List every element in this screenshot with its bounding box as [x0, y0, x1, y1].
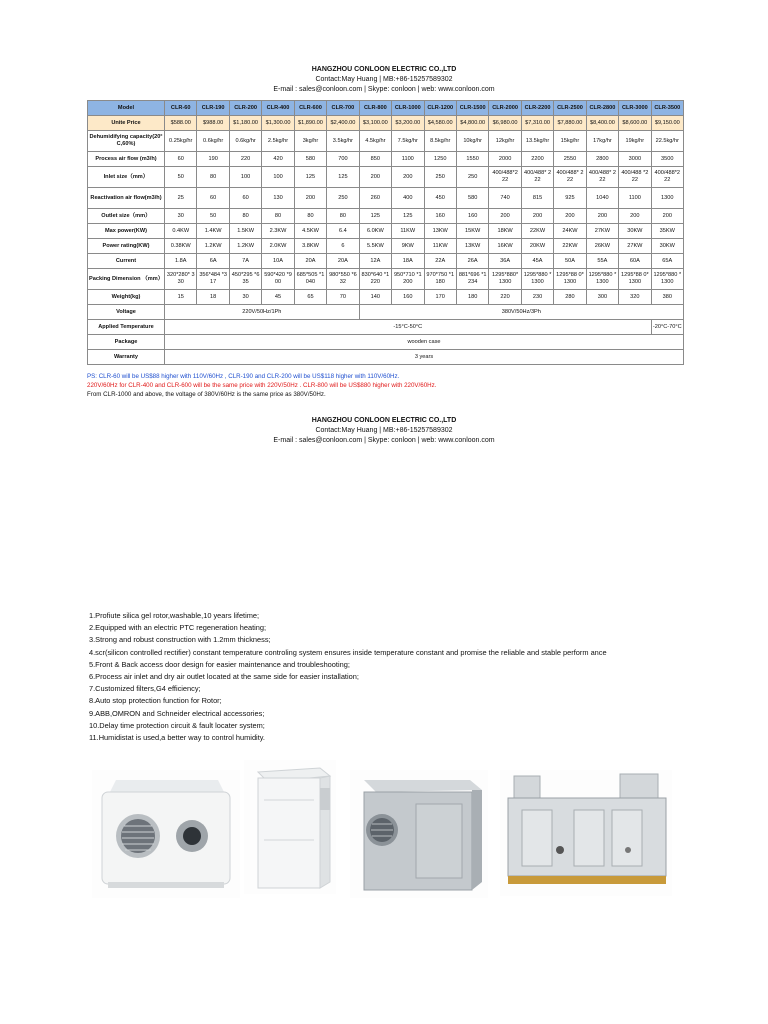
spec-row [88, 116, 684, 131]
spec-cell: 320 [619, 290, 651, 305]
row-label: Current [88, 254, 165, 269]
spec-cell: 580 [456, 188, 488, 209]
spec-cell: 3000 [619, 152, 651, 167]
spec-cell: $9,150.00 [651, 116, 683, 131]
spec-cell: 200 [359, 167, 391, 188]
row-label: Voltage [88, 305, 165, 320]
spec-cell: $7,880.00 [554, 116, 586, 131]
feature-item: 1.Profiute silica gel rotor,washable,10 years lifetime; [89, 611, 260, 620]
spec-cell: $2,400.00 [327, 116, 359, 131]
model-header-cell: CLR-800 [359, 101, 391, 116]
spec-cell: 1.2KW [197, 239, 229, 254]
spec-cell: 4.5KW [294, 224, 326, 239]
spec-cell: 230 [521, 290, 553, 305]
spec-cell: 400/488* 222 [554, 167, 586, 188]
spec-cell: 3kg/hr [294, 131, 326, 152]
spec-cell: 12A [359, 254, 391, 269]
spec-cell: 2550 [554, 152, 586, 167]
spec-cell: 815 [521, 188, 553, 209]
spec-cell: 15 [165, 290, 197, 305]
spec-cell: 45A [521, 254, 553, 269]
note-line-2: 220V/60Hz for CLR-400 and CLR-600 will be the same price with 220V/50Hz . CLR-800 will be US$880 higher with 220V/60Hz. [87, 382, 437, 389]
spec-cell: 2.5kg/hr [262, 131, 294, 152]
spec-cell: 1.8A [165, 254, 197, 269]
spec-cell: 6A [197, 254, 229, 269]
spec-cell: 0.6kg/hr [229, 131, 261, 152]
spec-cell: 1.5KW [229, 224, 261, 239]
spec-cell: 700 [327, 152, 359, 167]
spec-cell: $1,300.00 [262, 116, 294, 131]
spec-row [88, 188, 684, 209]
spec-cell: 450 [424, 188, 456, 209]
spec-cell: $4,580.00 [424, 116, 456, 131]
spec-row [88, 131, 684, 152]
feature-item: 3.Strong and robust construction with 1.2mm thickness; [89, 635, 271, 645]
row-label: Reactivation air flow(m3/h) [88, 188, 165, 209]
spec-cell: 2.3KW [262, 224, 294, 239]
price-notes [87, 372, 684, 399]
spec-cell: 7A [229, 254, 261, 269]
spec-cell: 100 [229, 167, 261, 188]
model-header-cell: CLR-60 [165, 101, 197, 116]
spec-cell: 60 [197, 188, 229, 209]
spec-cell: 26A [456, 254, 488, 269]
model-header-cell: CLR-1000 [392, 101, 424, 116]
document-header-repeat [0, 416, 768, 446]
spec-cell: 356*484 *317 [197, 269, 229, 290]
spec-cell: 1295*880* 1300 [489, 269, 521, 290]
model-header-cell: CLR-1500 [456, 101, 488, 116]
spec-cell: 160 [424, 209, 456, 224]
spec-cell: 0.6kg/hr [197, 131, 229, 152]
feature-item: 5.Front & Back access door design for easier maintenance and troubleshooting; [89, 659, 350, 669]
spec-cell: 12kg/hr [489, 131, 521, 152]
spec-cell: 400/488 *222 [619, 167, 651, 188]
spec-cell: 125 [327, 167, 359, 188]
spec-cell: 60 [165, 152, 197, 167]
spec-cell: 140 [359, 290, 391, 305]
spec-cell: 30 [229, 290, 261, 305]
feature-item: 6.Process air inlet and dry air outlet located at the same side for easier installation; [89, 672, 359, 682]
spec-cell: 1295*880 *1300 [521, 269, 553, 290]
spec-cell: 20KW [521, 239, 553, 254]
spec-cell: 125 [359, 209, 391, 224]
spec-cell: 400/488* 222 [586, 167, 618, 188]
spec-cell: 590*420 *900 [262, 269, 294, 290]
spec-cell: 0.38KW [165, 239, 197, 254]
spec-cell: 200 [554, 209, 586, 224]
spec-cell: 4.5kg/hr [359, 131, 391, 152]
spec-cell: 13.5kg/hr [521, 131, 553, 152]
feature-item: 2.Equipped with an electric PTC regeneration heating; [89, 623, 267, 633]
spec-cell: 20A [327, 254, 359, 269]
spec-cell: 10A [262, 254, 294, 269]
spec-cell: 950*710 *1200 [392, 269, 424, 290]
spec-cell: 200 [294, 188, 326, 209]
spec-cell: $588.00 [165, 116, 197, 131]
spec-cell: 6.0KW [359, 224, 391, 239]
spec-cell: $8,400.00 [586, 116, 618, 131]
spec-cell: 2.0KW [262, 239, 294, 254]
spec-cell: 30KW [651, 239, 683, 254]
company-name: HANGZHOU CONLOON ELECTRIC CO.,LTD [311, 66, 457, 73]
model-header-cell: CLR-3000 [619, 101, 651, 116]
spec-cell: 15kg/hr [554, 131, 586, 152]
spec-cell: $988.00 [197, 116, 229, 131]
spec-cell: 400/488* 222 [521, 167, 553, 188]
spec-cell: 180 [456, 290, 488, 305]
spec-cell: 19kg/hr [619, 131, 651, 152]
spec-cell: 2800 [586, 152, 618, 167]
model-header-cell: CLR-2200 [521, 101, 553, 116]
email-line: E-mail : sales@conloon.com | Skype: conloon | web: www.conloon.com [273, 437, 495, 444]
row-label: Dehumidifying capacity(20°C,60%) [88, 131, 165, 152]
spec-cell: 200 [521, 209, 553, 224]
voltage-3ph: 380V/50Hz/3Ph [359, 305, 683, 320]
spec-cell: 22.5kg/hr [651, 131, 683, 152]
row-label: Inlet size（mm） [88, 167, 165, 188]
spec-cell: 1.2KW [229, 239, 261, 254]
spec-cell: 450*295 *635 [229, 269, 261, 290]
spec-cell: 190 [197, 152, 229, 167]
feature-item: 10.Delay time protection circuit & fault locater system; [89, 720, 265, 730]
feature-item: 7.Customized filters,G4 efficiency; [89, 684, 201, 694]
model-header-cell: CLR-1200 [424, 101, 456, 116]
warranty-row [88, 350, 684, 365]
spec-cell: 300 [586, 290, 618, 305]
spec-cell: 970*750 *1180 [424, 269, 456, 290]
spec-cell: $7,310.00 [521, 116, 553, 131]
spec-cell: 1300 [651, 188, 683, 209]
spec-cell: 24KW [554, 224, 586, 239]
spec-cell: 580 [294, 152, 326, 167]
spec-cell: 200 [489, 209, 521, 224]
row-label: Process air flow (m3/h) [88, 152, 165, 167]
spec-cell: 200 [586, 209, 618, 224]
company-name: HANGZHOU CONLOON ELECTRIC CO.,LTD [311, 417, 457, 424]
spec-cell: 50 [197, 209, 229, 224]
document-header-top [0, 65, 768, 95]
spec-cell: 1250 [424, 152, 456, 167]
spec-cell: 200 [651, 209, 683, 224]
spec-cell: 925 [554, 188, 586, 209]
spec-cell: 60A [619, 254, 651, 269]
spec-cell: 400/488*2 22 [651, 167, 683, 188]
spec-cell: 380 [651, 290, 683, 305]
spec-cell: $4,800.00 [456, 116, 488, 131]
spec-cell: 3.8KW [294, 239, 326, 254]
model-header-cell: CLR-2800 [586, 101, 618, 116]
warranty-value: 3 years [165, 350, 684, 365]
spec-cell: 6.4 [327, 224, 359, 239]
spec-cell: $3,200.00 [392, 116, 424, 131]
spec-row [88, 239, 684, 254]
spec-cell: 80 [294, 209, 326, 224]
row-label: Outlet size（mm） [88, 209, 165, 224]
package-row [88, 335, 684, 350]
spec-cell: 1040 [586, 188, 618, 209]
spec-cell: 160 [392, 290, 424, 305]
spec-cell: 8.5kg/hr [424, 131, 456, 152]
contact-line: Contact:May Huang | MB:+86-15257589302 [315, 76, 453, 83]
row-label: Power rating(KW) [88, 239, 165, 254]
spec-cell: $1,890.00 [294, 116, 326, 131]
spec-cell: 2000 [489, 152, 521, 167]
spec-cell: 220 [489, 290, 521, 305]
spec-row [88, 152, 684, 167]
spec-cell: 1295*88 0*1300 [619, 269, 651, 290]
feature-item: 9.ABB,OMRON and Schneider electrical accessories; [89, 708, 265, 718]
feature-item: 4.scr(silicon controlled rectifier) constant temperature controling system ensures inside temperature constant and promise the reliable and stable perform ance [89, 647, 607, 657]
spec-cell: 260 [359, 188, 391, 209]
row-label: Weight(kg) [88, 290, 165, 305]
spec-cell: 2200 [521, 152, 553, 167]
temperature-row [88, 320, 684, 335]
spec-cell: 3500 [651, 152, 683, 167]
spec-cell: 60 [229, 188, 261, 209]
spec-cell: 400/488*2 22 [489, 167, 521, 188]
model-header-cell: CLR-700 [327, 101, 359, 116]
row-label: Max power(KW) [88, 224, 165, 239]
spec-cell: 65 [294, 290, 326, 305]
spec-cell: $3,100.00 [359, 116, 391, 131]
spec-cell: 400 [392, 188, 424, 209]
spec-cell: 20A [294, 254, 326, 269]
spec-cell: 18KW [489, 224, 521, 239]
spec-cell: 18A [392, 254, 424, 269]
spec-cell: 50 [165, 167, 197, 188]
spec-cell: 7.5kg/hr [392, 131, 424, 152]
spec-cell: 250 [327, 188, 359, 209]
spec-cell: $6,980.00 [489, 116, 521, 131]
spec-cell: 250 [424, 167, 456, 188]
spec-cell: 50A [554, 254, 586, 269]
spec-table [87, 100, 684, 365]
spec-cell: 685*505 *1040 [294, 269, 326, 290]
model-header-cell: CLR-2500 [554, 101, 586, 116]
spec-cell: 80 [197, 167, 229, 188]
spec-cell: 26KW [586, 239, 618, 254]
spec-cell: 125 [392, 209, 424, 224]
spec-cell: 1295*880 *1300 [586, 269, 618, 290]
note-line-1: PS: CLR-60 will be US$88 higher with 110V/60Hz , CLR-190 and CLR-200 will be US$118 higher with 110V/60Hz. [87, 373, 400, 380]
spec-cell: 1295*88 0*1300 [554, 269, 586, 290]
spec-cell: 130 [262, 188, 294, 209]
spec-cell: 11KW [392, 224, 424, 239]
model-header-cell: CLR-400 [262, 101, 294, 116]
spec-cell: 6 [327, 239, 359, 254]
spec-row [88, 167, 684, 188]
spec-cell: 13KW [424, 224, 456, 239]
product-photo-tall-unit [244, 760, 336, 894]
spec-cell: 18 [197, 290, 229, 305]
spec-cell: 25 [165, 188, 197, 209]
product-photo-medium-unit [350, 770, 488, 898]
spec-cell: 80 [229, 209, 261, 224]
model-header-row [88, 101, 684, 116]
spec-cell: 22A [424, 254, 456, 269]
spec-row [88, 269, 684, 290]
model-header-cell: CLR-3500 [651, 101, 683, 116]
spec-cell: 45 [262, 290, 294, 305]
spec-cell: 36A [489, 254, 521, 269]
row-label: Package [88, 335, 165, 350]
model-header-cell: CLR-2000 [489, 101, 521, 116]
spec-cell: 0.25kg/hr [165, 131, 197, 152]
temperature-last: -20°C-70°C [651, 320, 683, 335]
spec-cell: 5.5KW [359, 239, 391, 254]
spec-cell: 100 [262, 167, 294, 188]
temperature-main: -15°C-50°C [165, 320, 652, 335]
note-line-3: From CLR-1000 and above, the voltage of 380V/60Hz is the same price as 380V/50Hz. [87, 391, 326, 398]
spec-cell: 30 [165, 209, 197, 224]
spec-cell: 17kg/hr [586, 131, 618, 152]
spec-cell: 22KW [521, 224, 553, 239]
spec-cell: 35KW [651, 224, 683, 239]
spec-row [88, 290, 684, 305]
spec-cell: 320*280* 330 [165, 269, 197, 290]
spec-cell: 850 [359, 152, 391, 167]
spec-cell: 200 [392, 167, 424, 188]
row-label: Packing Dimension （mm） [88, 269, 165, 290]
model-header-cell: CLR-200 [229, 101, 261, 116]
spec-cell: 220 [229, 152, 261, 167]
voltage-1ph: 220V/50Hz/1Ph [165, 305, 360, 320]
spec-cell: 125 [294, 167, 326, 188]
spec-cell: 830*640 *1220 [359, 269, 391, 290]
contact-line: Contact:May Huang | MB:+86-15257589302 [315, 427, 453, 434]
spec-row [88, 224, 684, 239]
spec-cell: 740 [489, 188, 521, 209]
spec-cell: 200 [619, 209, 651, 224]
spec-cell: 9KW [392, 239, 424, 254]
email-line: E-mail : sales@conloon.com | Skype: conloon | web: www.conloon.com [273, 86, 495, 93]
spec-cell: 15KW [456, 224, 488, 239]
spec-cell: 1295*880 *1300 [651, 269, 683, 290]
spec-cell: 0.4KW [165, 224, 197, 239]
spec-cell: $8,600.00 [619, 116, 651, 131]
spec-cell: 1.4KW [197, 224, 229, 239]
spec-row [88, 209, 684, 224]
spec-cell: 1100 [619, 188, 651, 209]
model-header-cell: CLR-600 [294, 101, 326, 116]
spec-cell: 16KW [489, 239, 521, 254]
spec-cell: 280 [554, 290, 586, 305]
spec-cell: 980*550 *632 [327, 269, 359, 290]
feature-item: 11.Humidistat is used,a better way to control humidity. [89, 733, 265, 743]
spec-cell: 13KW [456, 239, 488, 254]
row-label: Warranty [88, 350, 165, 365]
row-label: Unite Price [88, 116, 165, 131]
spec-cell: 55A [586, 254, 618, 269]
package-value: wooden case [165, 335, 684, 350]
product-photo-large-unit [500, 770, 672, 896]
model-label: Model [88, 101, 165, 116]
spec-cell: 27KW [586, 224, 618, 239]
product-photo-small-unit [92, 770, 240, 898]
spec-cell: 11KW [424, 239, 456, 254]
spec-cell: 881*696 *1234 [456, 269, 488, 290]
spec-cell: $1,180.00 [229, 116, 261, 131]
spec-cell: 1550 [456, 152, 488, 167]
feature-list [89, 610, 689, 744]
spec-cell: 170 [424, 290, 456, 305]
spec-cell: 250 [456, 167, 488, 188]
spec-cell: 80 [262, 209, 294, 224]
spec-cell: 1100 [392, 152, 424, 167]
spec-cell: 27KW [619, 239, 651, 254]
spec-row [88, 254, 684, 269]
spec-cell: 420 [262, 152, 294, 167]
spec-cell: 22KW [554, 239, 586, 254]
spec-cell: 30KW [619, 224, 651, 239]
spec-cell: 65A [651, 254, 683, 269]
voltage-row [88, 305, 684, 320]
spec-cell: 3.5kg/hr [327, 131, 359, 152]
row-label: Applied Temperature [88, 320, 165, 335]
feature-item: 8.Auto stop protection function for Rotor; [89, 696, 222, 706]
spec-cell: 160 [456, 209, 488, 224]
spec-cell: 80 [327, 209, 359, 224]
spec-cell: 10kg/hr [456, 131, 488, 152]
spec-cell: 70 [327, 290, 359, 305]
model-header-cell: CLR-190 [197, 101, 229, 116]
